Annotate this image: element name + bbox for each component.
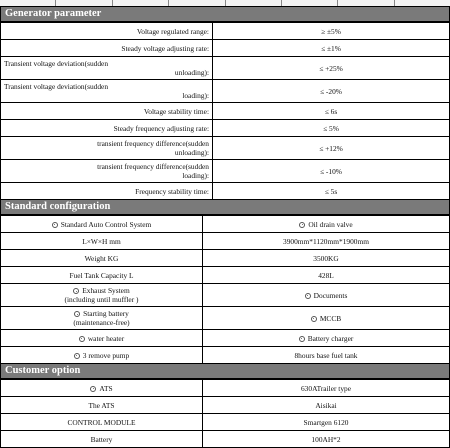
generator-table bbox=[0, 22, 450, 200]
bullet-circle-icon bbox=[311, 316, 317, 322]
table-row bbox=[1, 120, 450, 137]
option-value: Aisikai bbox=[203, 397, 450, 414]
config-item-label: Battery charger bbox=[307, 333, 354, 343]
config-value: 8hours base fuel tank bbox=[203, 347, 450, 364]
section-title: Standard configuration bbox=[0, 200, 450, 215]
table-row bbox=[1, 40, 450, 57]
config-item bbox=[203, 330, 450, 347]
param-name-part: transient frequency difference(sudden bbox=[97, 162, 209, 171]
param-value: ≤ -10% bbox=[213, 160, 450, 183]
option-value: Smartgen 6120 bbox=[203, 414, 450, 431]
param-value: ≥ ±5% bbox=[213, 23, 450, 40]
bullet-circle-icon bbox=[305, 293, 311, 299]
option-item-label: ATS bbox=[99, 383, 113, 393]
standard-table bbox=[0, 215, 450, 364]
bullet-circle-icon bbox=[299, 336, 305, 342]
bullet-circle-icon bbox=[74, 353, 80, 359]
config-item bbox=[1, 216, 203, 233]
config-item-label: Standard Auto Control System bbox=[60, 219, 152, 229]
param-name bbox=[1, 57, 213, 80]
table-row bbox=[1, 80, 450, 103]
param-name: Voltage regulated range: bbox=[1, 23, 213, 40]
option-item: Battery bbox=[1, 431, 203, 448]
param-name-part: unloading): bbox=[174, 148, 209, 157]
config-value: 3900mm*1120mm*1900mm bbox=[203, 233, 450, 250]
param-value: ≤ ±1% bbox=[213, 40, 450, 57]
config-item bbox=[203, 216, 450, 233]
bullet-circle-icon bbox=[90, 386, 96, 392]
param-name: Voltage stability time: bbox=[1, 103, 213, 120]
config-item-label: Documents bbox=[313, 290, 348, 300]
param-value: ≤ 5s bbox=[213, 183, 450, 200]
table-row bbox=[1, 414, 450, 431]
config-item: Weight KG bbox=[1, 250, 203, 267]
param-name-part: unloading): bbox=[174, 68, 209, 77]
config-value: 3500KG bbox=[203, 250, 450, 267]
config-item-label: Oil drain valve bbox=[308, 219, 353, 229]
config-item-label: MCCB bbox=[319, 313, 342, 323]
param-name-part: Transient voltage deviation bbox=[4, 82, 85, 91]
config-item bbox=[1, 330, 203, 347]
table-row bbox=[1, 183, 450, 200]
param-value: ≤ 6s bbox=[213, 103, 450, 120]
option-value: 630ATrailer type bbox=[203, 380, 450, 397]
bullet-circle-icon bbox=[74, 311, 80, 317]
param-name: Frequency stability time: bbox=[1, 183, 213, 200]
standard-section bbox=[0, 200, 450, 364]
param-name bbox=[1, 80, 213, 103]
table-row bbox=[1, 137, 450, 160]
table-row bbox=[1, 267, 450, 284]
param-name: Steady voltage adjusting rate: bbox=[1, 40, 213, 57]
config-item bbox=[1, 347, 203, 364]
table-row bbox=[1, 57, 450, 80]
option-value: 100AH*2 bbox=[203, 431, 450, 448]
config-item-label: Starting battery bbox=[83, 309, 129, 318]
param-value: ≤ 5% bbox=[213, 120, 450, 137]
table-row bbox=[1, 284, 450, 307]
config-value: 428L bbox=[203, 267, 450, 284]
table-row bbox=[1, 103, 450, 120]
config-item-label: (including until muffler ) bbox=[64, 295, 139, 304]
param-name: Steady frequency adjusting rate: bbox=[1, 120, 213, 137]
config-item bbox=[1, 307, 203, 330]
param-name-part: transient frequency difference(sudden bbox=[97, 139, 209, 148]
param-name-part: (sudden bbox=[84, 82, 109, 91]
table-row bbox=[1, 307, 450, 330]
table-row bbox=[1, 216, 450, 233]
config-item-label: Exhaust System bbox=[82, 286, 130, 295]
config-item bbox=[203, 307, 450, 330]
param-value: ≤ -20% bbox=[213, 80, 450, 103]
table-row bbox=[1, 160, 450, 183]
table-row bbox=[1, 380, 450, 397]
bullet-circle-icon bbox=[73, 288, 79, 294]
table-row bbox=[1, 347, 450, 364]
option-item: The ATS bbox=[1, 397, 203, 414]
table-row bbox=[1, 431, 450, 448]
generator-section bbox=[0, 7, 450, 200]
param-name-part: loading): bbox=[182, 91, 209, 100]
customer-table bbox=[0, 379, 450, 448]
config-item-label: (maintenance-free) bbox=[73, 318, 130, 327]
bullet-circle-icon bbox=[299, 222, 305, 228]
top-table-edge bbox=[0, 0, 450, 7]
table-row bbox=[1, 250, 450, 267]
param-name-part: loading): bbox=[182, 171, 209, 180]
config-item: L×W×H mm bbox=[1, 233, 203, 250]
param-value: ≤ +25% bbox=[213, 57, 450, 80]
table-row bbox=[1, 330, 450, 347]
config-item bbox=[203, 284, 450, 307]
bullet-circle-icon bbox=[79, 336, 85, 342]
config-item-label: water heater bbox=[87, 333, 125, 343]
param-name bbox=[1, 137, 213, 160]
option-item bbox=[1, 380, 203, 397]
customer-section bbox=[0, 364, 450, 448]
config-item-label: 3 remove pump bbox=[82, 350, 130, 360]
bullet-circle-icon bbox=[52, 222, 58, 228]
section-title: Generator parameter bbox=[0, 7, 450, 22]
config-item: Fuel Tank Capacity L bbox=[1, 267, 203, 284]
table-row bbox=[1, 233, 450, 250]
param-name-part: Transient voltage deviation bbox=[4, 59, 85, 68]
section-title: Customer option bbox=[0, 364, 450, 379]
table-row bbox=[1, 397, 450, 414]
param-name bbox=[1, 160, 213, 183]
table-row bbox=[1, 23, 450, 40]
config-item bbox=[1, 284, 203, 307]
param-name-part: (sudden bbox=[84, 59, 109, 68]
param-value: ≤ +12% bbox=[213, 137, 450, 160]
option-item: CONTROL MODULE bbox=[1, 414, 203, 431]
